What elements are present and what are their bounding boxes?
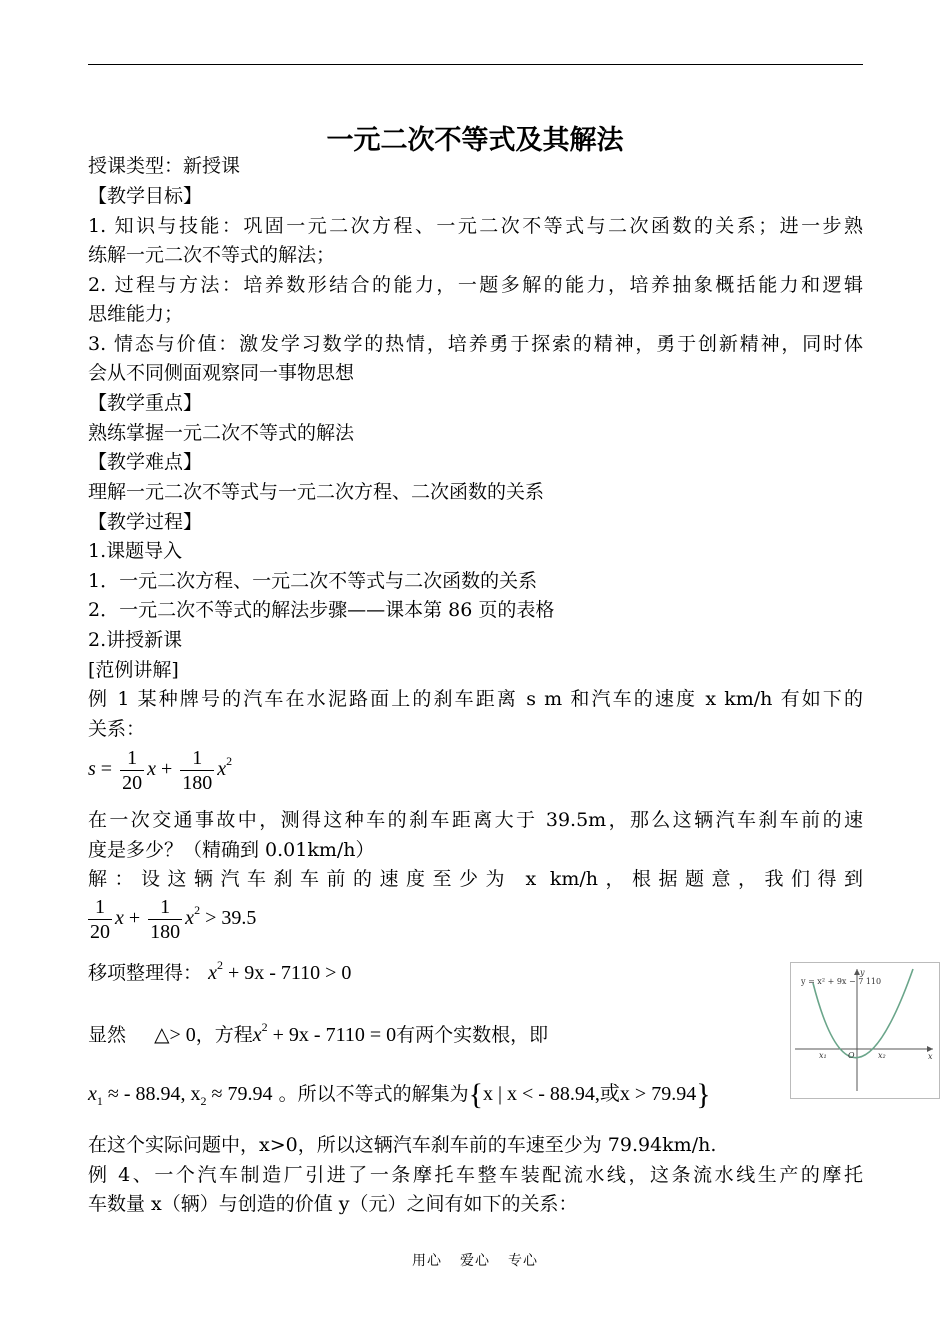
key-points-text: 熟练掌握一元二次不等式的解法 [88,422,355,444]
process-step-1: 1.课题导入 [88,540,183,562]
example-1-line-2: 关系： [88,718,146,740]
exponent: 2 [261,1020,268,1034]
obviously-label: 显然 [88,1024,127,1046]
var-x: x [185,907,195,930]
origin-label: O [848,1051,855,1060]
objective-1-line-2: 练解一元二次不等式的解法； [88,244,336,266]
numerator: 1 [148,895,182,920]
examples-heading: [范例讲解] [88,659,179,681]
objective-3-line-2: 会从不同侧面观察同一事物思想 [88,362,355,384]
brace-left: { [468,1078,483,1111]
var-x: x [208,962,217,984]
denominator: 180 [150,921,181,943]
objective-3-line-1: 3. 情态与价值：激发学习数学的热情，培养勇于探索的精神，勇于创新精神，同时体 [88,333,863,355]
subscript: 2 [200,1094,207,1108]
example-4-line-2: 车数量 x（辆）与创造的价值 y（元）之间有如下的关系： [88,1193,578,1215]
conclusion-line: 在这个实际问题中，x>0，所以这辆汽车刹车前的车速至少为 79.94km/h. [88,1134,717,1156]
example-4-line-1: 例 4、一个汽车制造厂引进了一条摩托车整车装配流水线，这条流水线生产的摩托 [88,1164,863,1186]
rhs: > 39.5 [205,907,257,930]
difficulties-text: 理解一元二次不等式与一元二次方程、二次函数的关系 [88,481,545,503]
var-x: x [217,758,227,781]
discriminant: △> 0 [154,1024,196,1046]
denominator: 20 [90,921,110,943]
footer-word-3: 专心 [508,1253,538,1269]
heading-difficulties: 【教学难点】 [88,451,203,473]
var-x: x [115,907,124,930]
process-item-2: 2．一元二次不等式的解法步骤——课本第 86 页的表格 [88,599,555,621]
subscript: 1 [96,1094,103,1108]
exponent: 2 [226,754,233,769]
rearranged-label: 移项整理得： [88,962,203,984]
equals: = [100,758,113,781]
page-title: 一元二次不等式及其解法 [326,125,624,156]
rearranged-line [88,958,351,985]
denominator: 20 [122,772,143,794]
var-s: s [88,758,96,781]
brace-right: } [696,1078,711,1111]
process-item-1: 1．一元二次方程、一元二次不等式与二次函数的关系 [88,570,538,592]
poly-inequality: + 9x - 7110 > 0 [227,962,352,984]
course-type: 授课类型：新授课 [88,155,241,177]
footer-word-1: 用心 [412,1253,442,1269]
plus: + [160,758,173,781]
footer-word-2: 爱心 [460,1253,490,1269]
var-x: x [252,1024,262,1046]
solution-line: 解：设这辆汽车刹车前的速度至少为 x km/h，根据题意，我们得到 [88,868,863,890]
accident-line-2: 度是多少？（精确到 0.01km/h） [88,839,375,861]
fraction-1-180 [148,895,182,944]
y-label: y [860,968,865,977]
plus: + [128,907,141,930]
heading-key-points: 【教学重点】 [88,392,203,414]
discriminant-line [88,1020,548,1047]
solution-set-label: 。所以不等式的解集为 [278,1083,469,1105]
objective-1-line-1: 1. 知识与技能：巩固一元二次方程、一元二次不等式与二次函数的关系；进一步熟 [88,215,863,237]
function-label: y = x² + 9x − 7 110 [801,977,882,986]
exponent: 2 [216,958,223,972]
roots-line [88,1077,711,1112]
inequality-main [88,895,256,944]
example-1-line-1: 例 1 某种牌号的汽车在水泥路面上的刹车距离 s m 和汽车的速度 x km/h 有如下的 [88,688,863,710]
fraction-1-180 [180,746,214,795]
var-x: x [147,758,156,781]
numerator: 1 [180,746,214,771]
root-2-value: ≈ 79.94 [211,1083,273,1105]
x2-label: x₂ [878,1051,886,1060]
numerator: 1 [88,895,112,920]
solution-set: x | x < - 88.94,或x > 79.94 [482,1083,697,1105]
poly-equation: + 9x - 7110 = 0 [272,1024,397,1046]
root-1-value: ≈ - 88.94, x [107,1083,201,1105]
var-x1: x [88,1083,97,1105]
equation-label: ，方程 [195,1024,253,1046]
numerator: 1 [120,746,144,771]
x1-label: x₁ [819,1051,827,1060]
formula-braking-distance [88,746,232,795]
two-roots-text: 有两个实数根，即 [396,1024,549,1046]
heading-process: 【教学过程】 [88,511,203,533]
x-label: x [928,1052,933,1061]
fraction-1-20 [120,746,144,795]
parabola-svg [791,963,939,1098]
objective-2-line-1: 2. 过程与方法：培养数形结合的能力，一题多解的能力，培养抽象概括能力和逻辑 [88,274,863,296]
objective-2-line-2: 思维能力； [88,303,184,325]
exponent: 2 [194,903,201,918]
header-rule [88,64,863,65]
process-step-2: 2.讲授新课 [88,629,183,651]
fraction-1-20 [88,895,112,944]
accident-line-1: 在一次交通事故中，测得这种车的刹车距离大于 39.5m，那么这辆汽车刹车前的速 [88,809,863,831]
parabola-graph [790,962,940,1099]
page-footer [0,1250,950,1270]
denominator: 180 [182,772,213,794]
heading-objectives: 【教学目标】 [88,185,203,207]
